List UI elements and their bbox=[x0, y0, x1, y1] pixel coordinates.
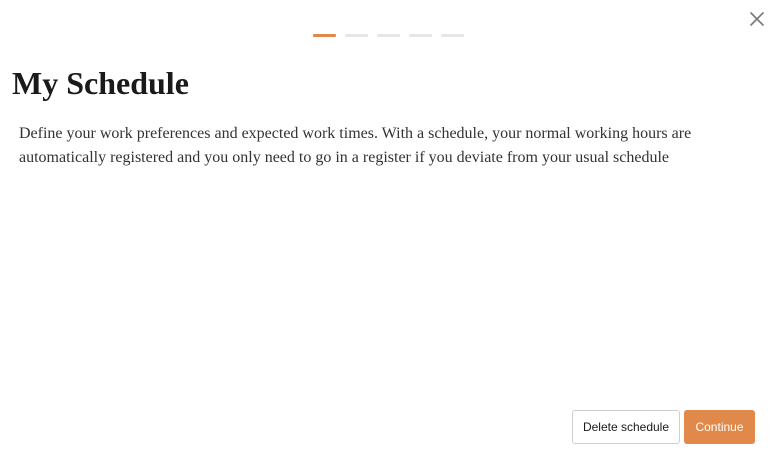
close-button[interactable] bbox=[747, 9, 767, 29]
page-title: My Schedule bbox=[12, 65, 189, 101]
progress-stepper bbox=[313, 34, 464, 37]
page-description: Define your work preferences and expected work times. With a schedule, your normal working hours are automatically registered and you only need to go in a register if you deviate from your usual schedule bbox=[19, 125, 692, 166]
step-indicator-1 bbox=[313, 34, 336, 37]
step-indicator-2 bbox=[345, 34, 368, 37]
continue-button[interactable]: Continue bbox=[684, 410, 755, 444]
step-indicator-4 bbox=[409, 34, 432, 37]
step-indicator-5 bbox=[441, 34, 464, 37]
step-indicator-3 bbox=[377, 34, 400, 37]
close-icon bbox=[747, 9, 767, 29]
delete-schedule-button[interactable]: Delete schedule bbox=[572, 410, 680, 444]
